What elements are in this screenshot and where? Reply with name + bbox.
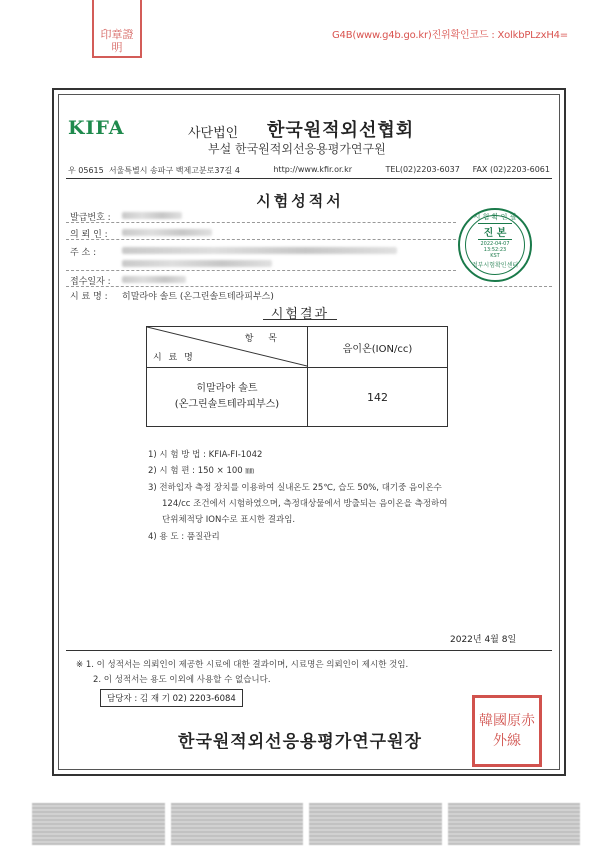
footer-divider: [66, 650, 552, 651]
field-label-client: 의 뢰 인 :: [70, 230, 108, 240]
sub-org-name: 부설 한국원적외선응용평가연구원: [208, 142, 386, 156]
note-condition-1: 3) 전하입자 측정 장치를 이용하여 실내온도 25℃, 습도 50%, 대기중 음이온수: [148, 483, 442, 493]
fax: FAX (02)2203-6061: [472, 165, 550, 174]
corp-type: 사단법인: [188, 126, 239, 141]
note-specimen: 2) 시 험 편 : 150 × 100 ㎜: [148, 466, 254, 476]
note-condition-2: 124/cc 조건에서 시험하였으며, 측정대상물에서 방출되는 음이온을 측정하여: [162, 499, 448, 509]
redacted-block: [171, 803, 304, 845]
postal-code: 우 05615: [68, 166, 104, 175]
results-title: 시험결과: [270, 307, 330, 322]
stamp-time: 13:52:23: [483, 246, 507, 253]
contact-box: 담당자 : 김 재 기 02) 2203-6084: [100, 689, 243, 707]
sample-name-line2: (온그린솔트테라피부스): [174, 399, 280, 410]
note-purpose: 4) 용 도 : 품질관리: [148, 532, 220, 542]
header-sample: 시 료 명: [153, 353, 195, 363]
field-label-address: 주 소 :: [70, 248, 97, 258]
tel: TEL(02)2203-6037: [385, 165, 460, 174]
website: http://www.kfir.or.kr: [273, 165, 352, 174]
address-bar: [68, 165, 550, 176]
field-divider: [66, 270, 456, 271]
header-divider: [66, 178, 552, 179]
issuer-name: 한국원적외선응용평가연구원장: [178, 732, 422, 752]
ion-value: 142: [308, 368, 448, 427]
field-label-sample: 시 료 명 :: [70, 292, 108, 302]
redacted-issue-no: [122, 212, 182, 219]
institute-red-seal: 韓國 原赤 外線: [472, 695, 542, 767]
field-label-issue-no: 발급번호 :: [70, 213, 111, 223]
redacted-footer-strip: [32, 803, 580, 845]
diagonal-header-cell: [147, 327, 308, 368]
results-title-underline: [263, 319, 337, 320]
stamp-main: 진 본: [478, 223, 513, 240]
stamp-ring: [465, 215, 525, 275]
sample-name-cell: [147, 368, 308, 427]
redacted-block: [448, 803, 581, 845]
verification-stamp: [458, 208, 532, 282]
redacted-address-line1: [122, 247, 397, 254]
stamp-date: 2022-04-07: [480, 240, 510, 247]
stamp-top: 시 험 확 인 필: [473, 212, 517, 221]
top-red-seal: 印 章 證 明: [92, 0, 142, 58]
sample-name-value: 히말라야 솔트 (온그린솔트테라피부스): [122, 292, 274, 302]
redacted-receipt-date: [122, 276, 186, 283]
field-divider: [66, 222, 456, 223]
redacted-block: [32, 803, 165, 845]
redacted-address-line2: [122, 260, 272, 267]
field-label-receipt-date: 접수일자 :: [70, 277, 111, 287]
stamp-code: KST: [490, 252, 500, 259]
redacted-block: [309, 803, 442, 845]
field-divider: [66, 239, 456, 240]
footer-note-2: 2. 이 성적서는 용도 이외에 사용할 수 없습니다.: [93, 675, 271, 685]
issue-date: 2022년 4월 8일: [450, 635, 517, 645]
note-method: 1) 시 험 방 법 : KFIA-FI-1042: [148, 450, 263, 460]
results-table: [146, 326, 448, 427]
address: 서울특별시 송파구 백제고분로37길 4: [108, 166, 240, 175]
verification-code: G4B(www.g4b.go.kr)진위확인코드 : XolkbPLzxH4=: [332, 30, 568, 41]
footer-note-1: ※ 1. 이 성적서는 의뢰인이 제공한 시료에 대한 결과이며, 시료명은 의뢰인이 제시한 것임.: [76, 660, 409, 670]
header-value: 음이온(ION/cc): [308, 327, 448, 368]
note-condition-3: 단위체적당 ION수로 표시한 결과임.: [162, 515, 296, 525]
stamp-bottom: 정부시험확인센터: [471, 261, 519, 269]
document-title: 시험성적서: [256, 192, 344, 210]
kifa-logo: KIFA: [68, 117, 125, 139]
table-header-row: [147, 327, 448, 368]
sample-name-line1: 히말라야 솔트: [196, 383, 258, 394]
redacted-client: [122, 229, 212, 236]
header-item: 항 목: [244, 334, 283, 344]
table-row: [147, 368, 448, 427]
field-divider: [66, 286, 552, 287]
org-name: 한국원적외선협회: [267, 120, 415, 141]
